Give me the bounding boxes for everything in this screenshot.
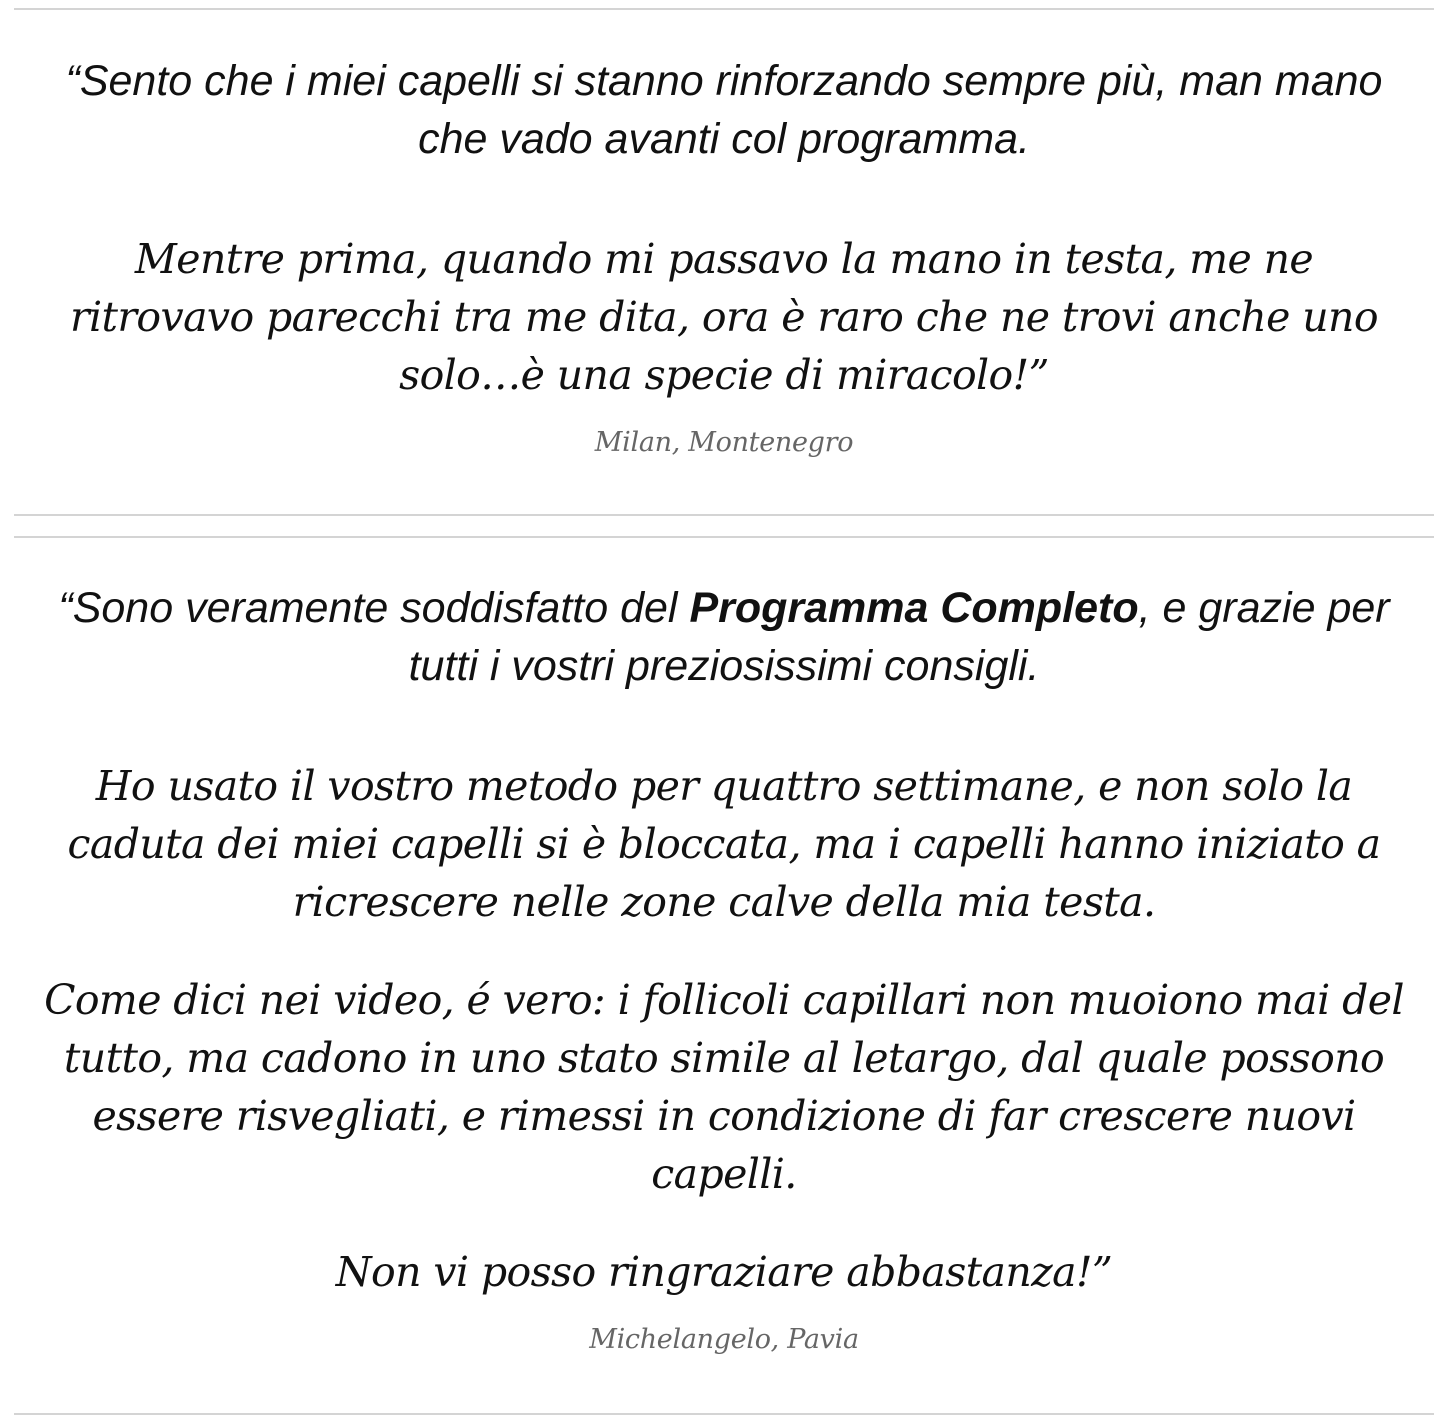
testimonial-2-lead (40, 579, 1408, 695)
testimonial-2-paragraph-2: Come dici nei video, é vero: i follicoli capillari non muoiono mai del tutto, ma cadono in uno stato simile al letargo, dal quale possono essere risvegliati, e rimessi in condizione di far crescere nuovi capelli. (44, 976, 1404, 1198)
testimonial-2-lead-end: , e grazie per tutti i vostri preziosissimi consigli. (408, 584, 1390, 690)
testimonial-1 (40, 52, 1408, 460)
top-divider (14, 8, 1434, 10)
testimonial-2-author: Michelangelo, Pavia (589, 1324, 859, 1355)
testimonial-2-lead-bold: Programma Completo (689, 584, 1139, 632)
bottom-divider (14, 1413, 1434, 1415)
middle-divider-upper (14, 514, 1434, 516)
testimonial-1-paragraph: Mentre prima, quando mi passavo la mano in testa, me ne ritrovavo parecchi tra me dita, ora è raro che ne trovi anche uno solo…è una specie di miracolo!” (70, 235, 1378, 399)
testimonial-2-paragraph-3: Non vi posso ringraziare abbastanza!” (335, 1248, 1113, 1296)
testimonial-1-lead: “Sento che i miei capelli si stanno rinforzando sempre più, man mano che vado avanti col programma. (65, 57, 1383, 163)
testimonial-2-lead-start: “Sono veramente soddisfatto del (58, 584, 690, 632)
testimonial-2 (40, 579, 1408, 1357)
middle-divider-lower (14, 536, 1434, 538)
testimonial-1-author: Milan, Montenegro (594, 427, 854, 458)
testimonial-2-paragraph-1: Ho usato il vostro metodo per quattro settimane, e non solo la caduta dei miei capelli si è bloccata, ma i capelli hanno iniziato a ricrescere nelle zone calve della mia testa. (67, 762, 1381, 926)
